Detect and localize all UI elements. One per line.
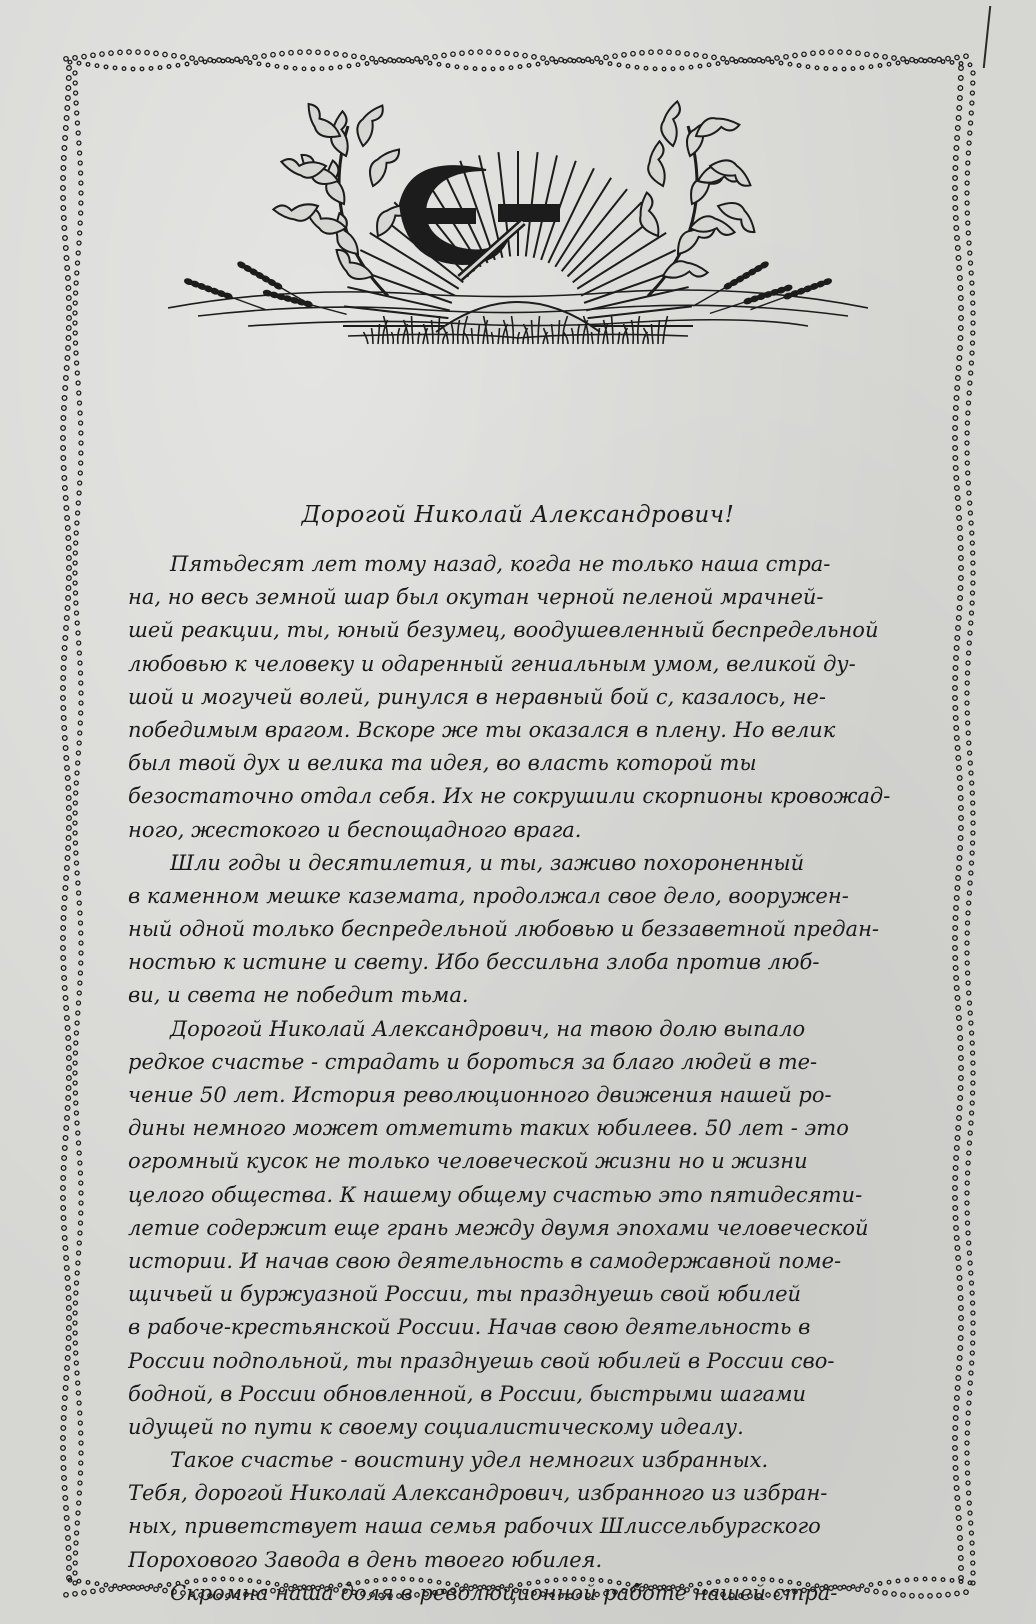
hammer-and-sickle-emblem	[168, 86, 868, 386]
letter-line: на, но весь земной шар был окутан черной пеленой мрачней-	[128, 585, 824, 610]
letter-line: редкое счастье - страдать и бороться за благо людей в те-	[128, 1049, 818, 1074]
letter-line: дины немного может отметить таких юбилеев. 50 лет - это	[128, 1116, 849, 1141]
letter-line: ных, приветствует наша семья рабочих Шлиссельбургского	[128, 1514, 821, 1539]
letter-line: Шли годы и десятилетия, и ты, заживо похороненный	[170, 850, 805, 875]
letter-line: Такое счастье - воистину удел немногих избранных.	[170, 1448, 769, 1473]
letter-line: ного, жестокого и беспощадного врага.	[128, 817, 582, 842]
letter-line: ный одной только беспредельной любовью и беззаветной предан-	[128, 917, 880, 942]
letter-line: чение 50 лет. История революционного движения нашей ро-	[128, 1083, 832, 1107]
letter-line: щичьей и буржуазной России, ты празднуешь свой юбилей	[128, 1282, 802, 1307]
letter-line: огромный кусок не только человеческой жизни но и жизни	[128, 1149, 808, 1174]
letter-line: летие содержит еще грань между двумя эпохами человеческой	[128, 1215, 869, 1240]
letter-line: Пятьдесят лет тому назад, когда не только наша стра-	[170, 552, 831, 576]
letter-line: бодной, в России обновленной, в России, быстрыми шагами	[128, 1381, 807, 1406]
letter-line: в каменном мешке каземата, продолжал свое дело, вооружен-	[128, 883, 849, 908]
sun-rays-icon	[343, 151, 693, 326]
rising-sun-icon	[436, 302, 600, 332]
oak-wreath-left-icon	[273, 102, 411, 296]
letter-line: России подпольной, ты празднуешь свой юбилей в России сво-	[128, 1348, 835, 1373]
letter-line: целого общества. К нашему общему счастью это пятидесяти-	[128, 1182, 863, 1207]
letter-line: любовью к человеку и одаренный гениальным умом, великой ду-	[128, 651, 856, 676]
letter-line: шой и могучей волей, ринулся в неравный бой с, казалось, не-	[128, 684, 826, 709]
letter-line: Дорогой Николай Александрович, на твою долю выпало	[170, 1016, 806, 1041]
letter-body	[128, 548, 908, 1610]
letter-line: безостаточно отдал себя. Их не сокрушили скорпионы кровожад-	[128, 784, 891, 809]
letter-line: Скромна наша доля в революционной работе нашей стра-	[170, 1580, 838, 1605]
oak-wreath-right-icon	[629, 101, 762, 296]
letter-line: ностью к истине и свету. Ибо бессильна злоба против люб-	[128, 950, 820, 975]
letter-line: Тебя, дорогой Николай Александрович, избранного из избран-	[128, 1481, 828, 1506]
letter-line: истории. И начав свою деятельность в самодержавной поме-	[128, 1248, 842, 1273]
letter-greeting: Дорогой Николай Александрович!	[301, 502, 735, 528]
hammer-and-sickle-icon	[400, 166, 560, 278]
letter-line: шей реакции, ты, юный безумец, воодушевленный беспредельной	[128, 618, 879, 643]
letter-line: был твой дух и велика та идея, во власть которой ты	[128, 751, 757, 776]
letter-line: Порохового Завода в день твоего юбилея.	[128, 1547, 603, 1572]
letter-line: ви, и света не победит тьма.	[128, 983, 469, 1008]
letter-line: в рабоче-крестьянской России. Начав свою деятельность в	[128, 1315, 811, 1340]
letter-line: победимым врагом. Вскоре же ты оказался в плену. Но велик	[128, 717, 836, 742]
letter-line: идущей по пути к своему социалистическому идеалу.	[128, 1414, 744, 1439]
